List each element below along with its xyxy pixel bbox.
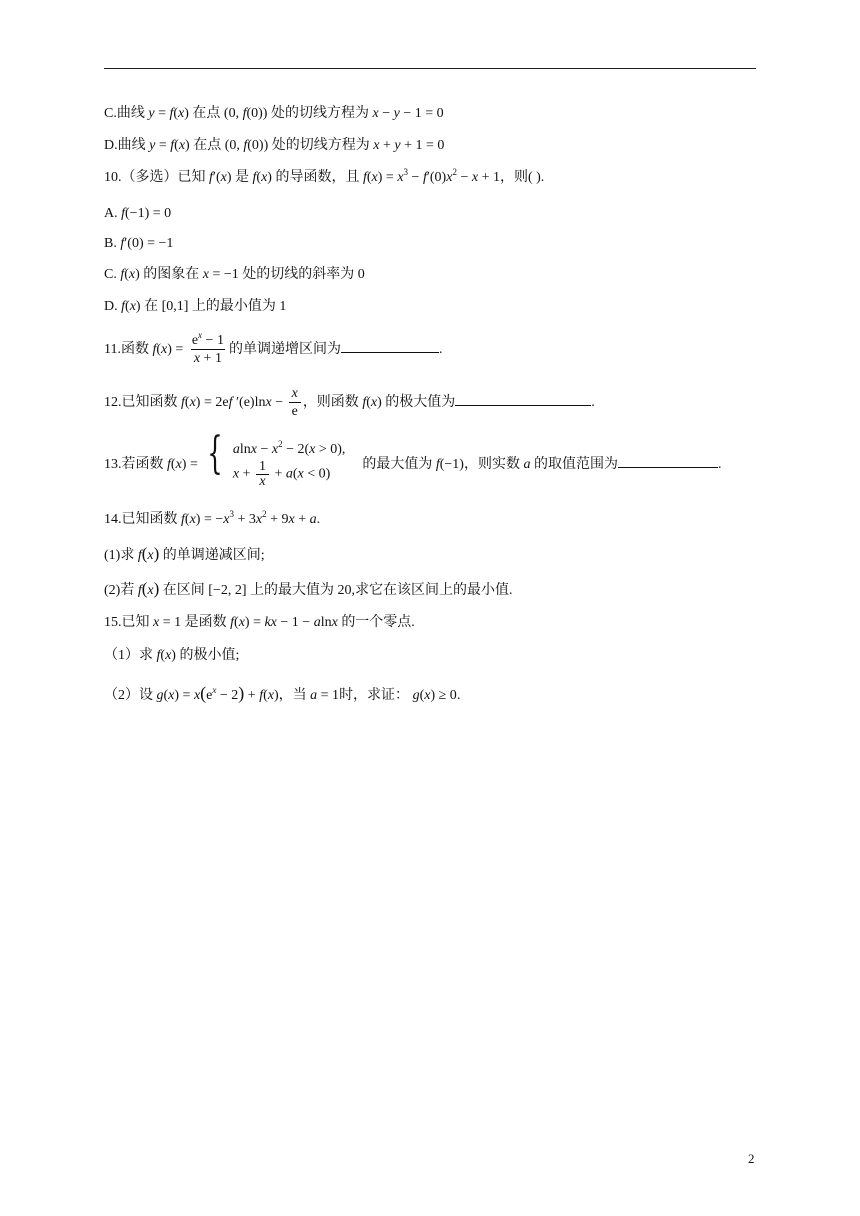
question-14-part-2: (2)若 f(x) 在区间 [−2, 2] 上的最大值为 20,求它在该区间上的最小值. xyxy=(104,579,513,598)
text: (2)若 xyxy=(104,583,135,598)
answer-blank xyxy=(341,340,439,353)
question-13: 13.若函数 f(x) = { $alnx - x^2 - 2(x > 0)$, x + $\frac{1}{x}$ + a(x < 0) 的最大值为 f(−1)，则实数 a 的取值范围为 . xyxy=(104,428,722,490)
option-label: B. xyxy=(104,236,117,251)
fraction: $\frac{x}{e}$ xyxy=(289,385,301,420)
text: ，则实数 xyxy=(463,457,520,472)
text: 处的切线的斜率为 0 xyxy=(242,267,365,282)
text: ，则( ). xyxy=(499,170,545,185)
text: 是 xyxy=(235,170,250,185)
q10-option-a: A. f(−1) = 0 xyxy=(104,206,172,221)
text: . xyxy=(456,688,461,703)
text: ，当 xyxy=(278,688,307,703)
text: 12.已知函数 xyxy=(104,395,178,410)
option-label: D. xyxy=(104,299,118,314)
q10-option-d: D. f(x) 在 [0,1] 上的最小值为 1 xyxy=(104,299,287,314)
question-14-stem: 14.已知函数 $f(x) = -x^3 + 3x^2 + 9x + a$. xyxy=(104,509,321,527)
question-15-part-1: （1）求 f(x) 的极小值; xyxy=(104,648,240,663)
text: 的最大值为 xyxy=(362,457,433,472)
text: 14.已知函数 xyxy=(104,512,178,527)
question-11: 11.函数 f(x) = $\frac{e^x - 1}{x + 1}$ 的单调递增区间为 . xyxy=(104,330,443,367)
text: 的一个零点. xyxy=(341,615,415,630)
text: 的单调递减区间; xyxy=(162,548,265,563)
text: 在 xyxy=(144,299,159,314)
q10-option-b: B. f′(0) = −1 xyxy=(104,236,174,251)
text: 在点 xyxy=(192,106,221,121)
text: 在区间 xyxy=(162,583,205,598)
text: 处的切线方程为 xyxy=(270,106,369,121)
text: . xyxy=(591,395,595,410)
text: （2）设 xyxy=(104,688,153,703)
text: 上的最小值为 1 xyxy=(191,299,287,314)
text: 处的切线方程为 xyxy=(271,138,370,153)
text: 的极大值为 xyxy=(385,395,456,410)
text: . xyxy=(316,512,321,527)
piecewise-cases: $alnx - x^2 - 2(x > 0)$, x + $\frac{1}{x}$ + a(x < 0) xyxy=(232,439,346,490)
text: 时，求证： xyxy=(339,688,410,703)
text: 的极小值; xyxy=(179,648,240,663)
fraction: $\frac{e^x - 1}{x + 1}$ xyxy=(191,330,224,367)
text: . xyxy=(438,342,443,357)
text: 13.若函数 xyxy=(104,457,164,472)
brace-icon: { xyxy=(207,428,224,479)
question-12: 12.已知函数 f(x) = 2ef ′(e)lnx − $\frac{x}{e}$ ，则函数 f(x) 的极大值为 . xyxy=(104,386,595,420)
text: 在点 xyxy=(193,138,222,153)
question-15-part-2: （2）设 $g(x) = x(e^x - 2) + f(x)$，当 a = 1时，求证： g(x) ≥ 0. xyxy=(104,683,461,703)
option-label: D.曲线 xyxy=(104,138,146,153)
text: 的图象在 xyxy=(143,267,200,282)
page-number: 2 xyxy=(748,1151,755,1166)
question-14-part-1: (1)求 f(x) 的单调递减区间; xyxy=(104,544,265,563)
question-10-stem: 10.（多选）已知 f′(x) 是 f(x) 的导函数，且 $f(x) = x^3 - f'(0)x^2 - x + 1$，则( ). xyxy=(104,167,545,185)
text: 11.函数 xyxy=(104,342,149,357)
option-label: C.曲线 xyxy=(104,106,145,121)
text: (1)求 xyxy=(104,548,135,563)
text: 的取值范围为 xyxy=(533,457,618,472)
question-15-stem: 15.已知 x = 1 是函数 f(x) = kx − 1 − alnx 的一个零点. xyxy=(104,615,415,630)
text: 的导函数，且 xyxy=(275,170,360,185)
text: . xyxy=(717,457,722,472)
option-label: A. xyxy=(104,206,118,221)
fraction: $\frac{1}{x}$ xyxy=(256,460,269,489)
q9-option-c: C.曲线 y = f(x) 在点 (0, f(0)) 处的切线方程为 x − y − 1 = 0 xyxy=(104,106,444,121)
q10-option-c: C. f(x) 的图象在 x = −1 处的切线的斜率为 0 xyxy=(104,267,365,282)
text: 10.（多选）已知 xyxy=(104,170,206,185)
text: 的单调递增区间为 xyxy=(228,342,341,357)
answer-blank xyxy=(618,455,718,468)
text: 是函数 xyxy=(184,615,227,630)
header-rule xyxy=(104,68,756,69)
answer-blank xyxy=(455,393,591,406)
text: 上的最大值为 20,求它在该区间上的最小值. xyxy=(250,583,513,598)
text: ，则函数 xyxy=(302,395,359,410)
text: （1）求 xyxy=(104,648,153,663)
text: 15.已知 xyxy=(104,615,150,630)
q9-option-d: D.曲线 y = f(x) 在点 (0, f(0)) 处的切线方程为 x + y + 1 = 0 xyxy=(104,138,445,153)
option-label: C. xyxy=(104,267,117,282)
